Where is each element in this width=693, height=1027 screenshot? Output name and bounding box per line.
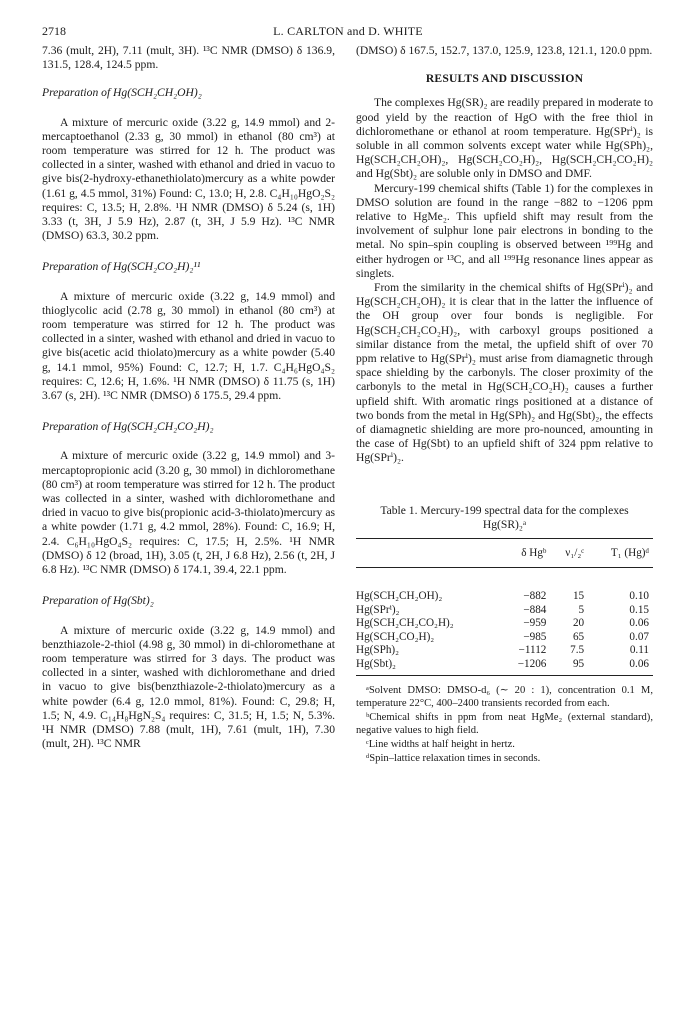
t1-cell: 0.07 xyxy=(629,630,649,643)
linewidth-cell: 95 xyxy=(550,658,588,675)
compound-cell: Hg(SCH₂CH₂CO₂H)₂ xyxy=(356,617,454,630)
paragraph: The complexes Hg(SR)₂ are readily prepared in moderate to good yield by the reaction of HgO with the free thiol in dichloromethane or ethanol at room temperature. Hg(SPrⁱ)₂ is soluble in all common solvents except water while Hg(SPh)₂, Hg(SCH₂CH₂OH)₂, Hg(SCH₂CO₂H)₂, Hg(SCH₂CH₂CO₂H)₂ and Hg(Sbt)₂ are soluble only in DMSO and DMF. xyxy=(356,96,653,181)
section-body: A mixture of mercuric oxide (3.22 g, 14.9 mmol) and benzthiazole-2-thiol (4.98 g, 30 mmol) in di-chloromethane at room temperature was stirred for 3 days. The product was collected in a sinter, washed with dichloromethane and dried in vacuo to give bis(benzthiazole-2-thiolato)mercury as a white powder (6.4 g, 12.0 mmol, 81%). Found: C, 29.8; H, 1.5; N, 4.9. C₁₄H₈HgN₂S₄ requires: C, 31.5; H, 1.5; N, 5.3%. ¹H NMR (DMSO) 7.88 (mult, 1H), 7.61 (mult, 1H), 7.30 (mult, 2H). ¹³C NMR xyxy=(42,623,335,751)
compound-cell: Hg(SPrⁱ)₂ xyxy=(356,603,400,616)
continued-text: 7.36 (mult, 2H), 7.11 (mult, 3H). ¹³C NMR (DMSO) δ 136.9, 131.5, 128.4, 124.5 ppm. xyxy=(42,44,335,72)
table-row xyxy=(356,644,653,658)
shift-cell: −884 xyxy=(523,603,547,616)
left-column xyxy=(42,44,335,751)
section-heading: Preparation of Hg(Sbt)₂ xyxy=(42,594,154,608)
table-footnotes xyxy=(356,684,653,765)
column-header: δ Hgᵇ xyxy=(499,539,551,568)
paragraph: From the similarity in the chemical shifts of Hg(SPrⁱ)₂ and Hg(SCH₂CH₂OH)₂ it is clear that in the latter the influence of the OH group over four bonds is negligible. For Hg(SCH₂CH₂CO₂H)₂, with carboxyl groups positioned a similar distance from the metal, the upfield shift of over 70 ppm relative to Hg(SPrⁱ)₂ must arise from diamagnetic through space shielding by the carbonyls. The closer proximity of the carbonyls to the metal in Hg(SCH₂CO₂H)₂ causes a further upfield shift. With aromatic rings positioned at a distance of two bonds from the metal in Hg(SPh)₂ and Hg(Sbt)₂, the effects of diamagnetic shielding are more pro-nounced, amounting in the case of Hg(Sbt) to an upfield shift of 324 ppm relative to Hg(SPrⁱ)₂. xyxy=(356,281,653,465)
footnote: ᵃSolvent DMSO: DMSO-d₆ (∼ 20 : 1), concentration 0.1 M, temperature 22°C, 400–2400 transients recorded from each. xyxy=(356,684,653,709)
right-column xyxy=(356,44,653,766)
table-caption xyxy=(356,504,653,532)
t1-cell: 0.10 xyxy=(629,590,649,603)
linewidth-cell: 7.5 xyxy=(570,644,585,657)
section-body: A mixture of mercuric oxide (3.22 g, 14.9 mmol) and 2-mercaptoethanol (2.33 g, 30 mmol) in ethanol (80 cm³) at room temperature was stirred for 12 h. The product was collected in a sinter, washed with ethanol and dried in vacuo to give bis(2-hydroxy-ethanethiolato)mercury as a white powder (1.61 g, 4.5 mmol, 31%) Found: C, 13.0; H, 2.8. C₄H₁₀HgO₂S₂ requires: C, 13.5; H, 2.8%. ¹H NMR (DMSO) δ 5.24 (s, 1H) 3.33 (t, 3H, J 5.9 Hz), 2.87 (t, 3H, J 5.9 Hz). ¹³C NMR (DMSO) 63.3, 30.2 ppm. xyxy=(42,115,335,243)
footnote: ᵈSpin–lattice relaxation times in seconds. xyxy=(366,752,541,764)
t1-cell: 0.06 xyxy=(588,658,653,675)
footnote: ᵇChemical shifts in ppm from neat HgMe₂ (external standard), negative values to high field. xyxy=(356,711,653,736)
column-header xyxy=(356,539,499,568)
table-header-row xyxy=(356,539,653,568)
column-header: T₁ (Hg)ᵈ xyxy=(588,539,653,568)
linewidth-cell: 15 xyxy=(572,590,585,603)
table-row xyxy=(356,604,653,618)
table-row xyxy=(356,617,653,631)
compound-cell: Hg(Sbt)₂ xyxy=(356,658,499,675)
table-row xyxy=(356,631,653,645)
table-caption-line: Table 1. Mercury-199 spectral data for the complexes xyxy=(380,503,629,517)
shift-cell: −1112 xyxy=(518,644,547,657)
t1-cell: 0.06 xyxy=(629,617,649,630)
table-row xyxy=(356,658,653,675)
page-number: 2718 xyxy=(42,24,66,38)
section-heading: Preparation of Hg(SCH₂CO₂H)₂¹¹ xyxy=(42,260,201,274)
table-caption-line: Hg(SR)₂ᵃ xyxy=(482,517,527,531)
column-header: ν₁/₂ᶜ xyxy=(550,539,588,568)
section-heading: Preparation of Hg(SCH₂CH₂OH)₂ xyxy=(42,86,202,100)
section-body: A mixture of mercuric oxide (3.22 g, 14.9 mmol) and 3-mercaptopropionic acid (3.20 g, 30 mmol) in dichloromethane (80 cm³) at room temperature was stirred for 12 h. The product was collected in a sinter, washed with dichloromethane and dried in vacuo to give bis(propionic acid-3-thiolato)mercury as a white powder (1.71 g, 4.2 mmol, 28%). Found: C, 16.9; H, 2.4. C₆H₁₀HgO₄S₂ requires: C, 17.5; H, 2.5%. ¹H NMR (DMSO) δ 12 (broad, 1H), 3.05 (t, 2H, J 6.8 Hz), 2.56 (t, 2H, J 6.8 Hz). ¹³C NMR (DMSO) δ 174.1, 39.4, 22.1 ppm. xyxy=(42,449,335,577)
linewidth-cell: 65 xyxy=(572,630,585,643)
t1-cell: 0.15 xyxy=(629,603,649,616)
table-row xyxy=(356,568,653,604)
compound-cell: Hg(SPh)₂ xyxy=(356,644,400,657)
t1-cell: 0.11 xyxy=(629,644,649,657)
linewidth-cell: 20 xyxy=(572,617,585,630)
shift-cell: −985 xyxy=(523,630,547,643)
continued-text: (DMSO) δ 167.5, 152.7, 137.0, 125.9, 123.8, 121.1, 120.0 ppm. xyxy=(356,44,653,57)
section-body: A mixture of mercuric oxide (3.22 g, 14.9 mmol) and thioglycolic acid (2.78 g, 30 mmol) in ethanol (80 cm³) at room temperature was stirred for 12 h. The product was collected in a sinter, washed with ethanol and dried in vacuo to give bis(acetic acid thiolato)mercury as a white powder (5.40 g, 14.1 mmol, 95%) Found: C, 12.7; H, 1.7. C₄H₆HgO₄S₂ requires: C, 12.6; H, 1.6%. ¹H NMR (DMSO) δ 11.75 (s, 1H) 3.67 (s, 2H). ¹³C NMR (DMSO) δ 175.5, 29.4 ppm. xyxy=(42,289,335,403)
linewidth-cell: 5 xyxy=(578,603,585,616)
section-heading: Preparation of Hg(SCH₂CH₂CO₂H)₂ xyxy=(42,420,214,434)
shift-cell: −882 xyxy=(523,590,547,603)
mercury-data-table xyxy=(356,538,653,676)
running-header xyxy=(42,24,654,40)
shift-cell: −959 xyxy=(523,617,547,630)
paragraph: Mercury-199 chemical shifts (Table 1) for the complexes in DMSO solution are found in the range −882 to −1206 ppm relative to HgMe₂. This upfield shift may result from the involvement of sulphur lone pair electrons in bonding to the metal. No spin–spin coupling is observed between ¹⁹⁹Hg and either hydrogen or ¹³C, and all ¹⁹⁹Hg resonance lines appear as singlets. xyxy=(356,181,653,280)
shift-cell: −1206 xyxy=(499,658,551,675)
footnote: ᶜLine widths at half height in hertz. xyxy=(366,738,515,750)
compound-cell: Hg(SCH₂CO₂H)₂ xyxy=(356,630,435,643)
compound-cell: Hg(SCH₂CH₂OH)₂ xyxy=(356,590,443,603)
results-heading: RESULTS AND DISCUSSION xyxy=(425,72,584,86)
running-header-authors: L. CARLTON and D. WHITE xyxy=(273,24,423,38)
